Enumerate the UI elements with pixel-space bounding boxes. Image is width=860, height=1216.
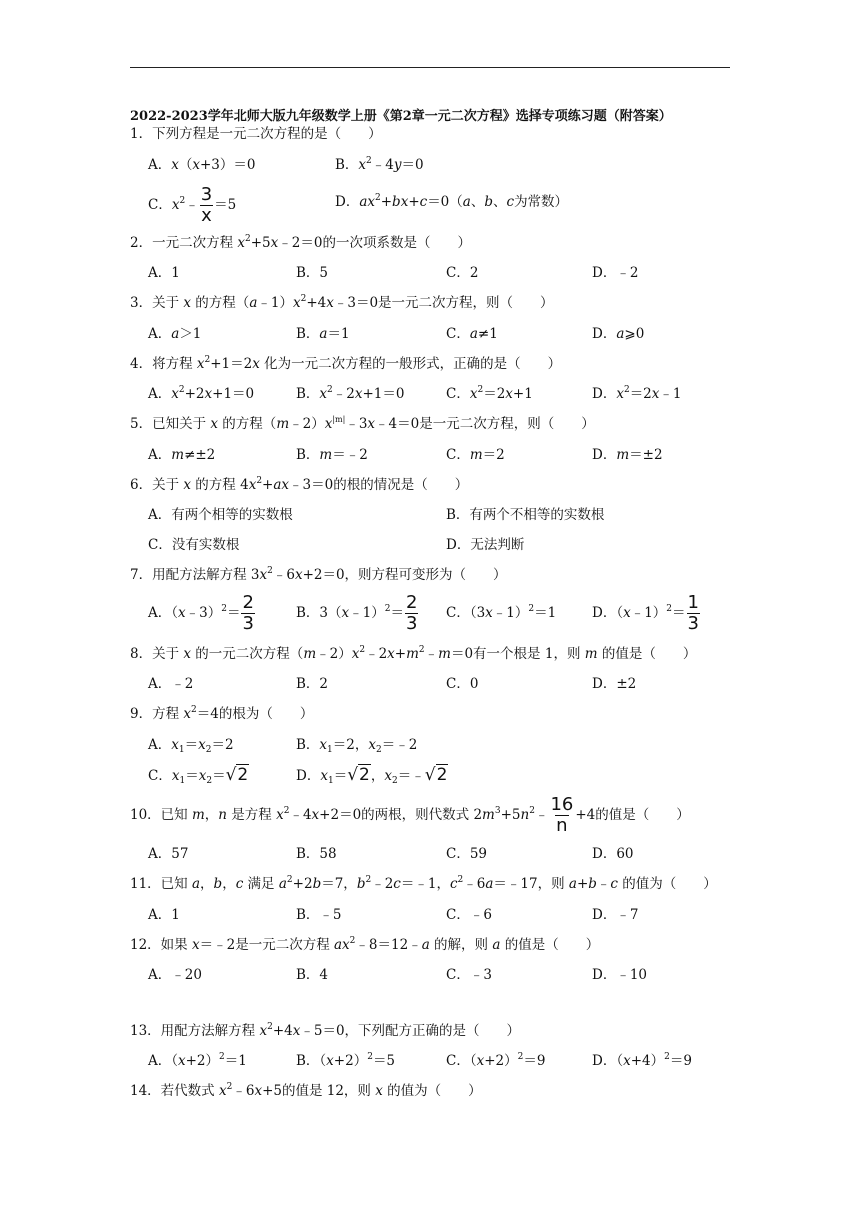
q7-option-a: A．（x﹣3）$^2$＝ $\frac{2}{3}$	[148, 592, 254, 634]
q2-option-a: A．1	[148, 265, 180, 281]
q12-option-b: B．4	[296, 967, 329, 983]
q4-option-c: C．$x^2=2x+1$	[446, 385, 533, 402]
q3-option-c: C．a≠1	[446, 326, 498, 342]
q7-option-d: D．（x﹣1）$^2$＝ $\frac{1}{3}$	[592, 592, 699, 634]
q2-option-b: B．5	[296, 265, 329, 281]
q2-option-c: C．2	[446, 265, 479, 281]
question-6: 6．关于 x 的方程 $4x^2+ax﹣3=0$的根的情况是（ ）	[130, 476, 469, 493]
q8-option-b: B．2	[296, 676, 329, 692]
sqrt-symbol: √2	[225, 765, 249, 785]
q2-option-d: D．﹣2	[592, 265, 639, 281]
q11-option-b: B．﹣5	[296, 907, 342, 923]
question-2: 2．一元二次方程 $x^2+5x﹣2=0$的一次项系数是（ ）	[130, 234, 471, 251]
question-1: 1．下列方程是一元二次方程的是（ ）	[130, 126, 382, 142]
question-7: 7．用配方法解方程 $3x^2﹣6x+2=0$，则方程可变形为（ ）	[130, 566, 507, 583]
q10-option-a: A．57	[148, 846, 189, 862]
q8-option-d: D．±2	[592, 676, 637, 692]
q13-option-d: D．$(x+4)^2=9$	[592, 1052, 692, 1069]
question-12: 12．如果 x＝﹣2是一元二次方程 $ax^2﹣8=12﹣a$ 的解，则 a 的值是（ ）	[130, 936, 600, 953]
q3-option-d: D．a⩾0	[592, 326, 645, 342]
q5-option-d: D．m＝±2	[592, 447, 663, 463]
q12-option-a: A．﹣20	[148, 967, 202, 983]
question-4: 4．将方程 $x^2+1=2x$ 化为一元二次方程的一般形式，正确的是（ ）	[130, 355, 562, 372]
q11-option-c: C．﹣6	[446, 907, 492, 923]
q10-option-b: B．58	[296, 846, 337, 862]
q13-option-b: B．$(x+2)^2=5$	[296, 1052, 396, 1069]
q6-option-a: A．有两个相等的实数根	[148, 507, 293, 523]
question-13: 13．用配方法解方程 $x^2+4x﹣5=0$，下列配方正确的是（ ）	[130, 1022, 521, 1039]
q6-option-b: B．有两个不相等的实数根	[446, 507, 605, 523]
q9-option-c: C．$x_1=x_2=√2$	[148, 765, 249, 786]
question-5: 5．已知关于 x 的方程$(m﹣2)x^{|m|}﹣3x﹣4=0$是一元二次方程，则（ ）	[130, 415, 595, 432]
q4-option-b: B．$x^2﹣2x+1=0$	[296, 385, 405, 402]
q11-option-a: A．1	[148, 907, 180, 923]
q7-option-b: B．3（x﹣1）$^2$＝ $\frac{2}{3}$	[296, 592, 418, 634]
q8-option-a: A．﹣2	[148, 676, 194, 692]
header-rule	[130, 67, 730, 68]
q9-option-a: A．$x_1=x_2=2$	[148, 737, 234, 755]
q1-option-a: A．x（x+3）＝0	[148, 157, 256, 173]
q11-option-d: D．﹣7	[592, 907, 639, 923]
q10-option-c: C．59	[446, 846, 488, 862]
question-8: 8．关于 x 的一元二次方程$(m﹣2)x^2﹣2x+m^2﹣m=0$有一个根是 1，则 m 的值是（ ）	[130, 645, 697, 662]
q6-option-d: D．无法判断	[446, 537, 525, 553]
q1-option-d: D．$ax^2+bx+c=0(a$、b、c为常数）	[335, 193, 569, 210]
question-14: 14．若代数式 $x^2﹣6x+5$的值是 12，则 x 的值为（ ）	[130, 1082, 482, 1099]
q3-option-a: A．a＞1	[148, 326, 202, 342]
q4-option-a: A．$x^2+2x+1=0$	[148, 385, 255, 402]
q8-option-c: C．0	[446, 676, 479, 692]
q12-option-c: C．﹣3	[446, 967, 492, 983]
q6-option-c: C．没有实数根	[148, 537, 240, 553]
q4-option-d: D．$x^2=2x﹣1$	[592, 385, 682, 402]
question-10: 10．已知 m，n 是方程 $x^2﹣4x+2=0$的两根，则代数式 $2m^3+5n^2﹣$ $\frac{16}{n}$ +4的值是（ ）	[130, 794, 690, 836]
q1-option-b: B．$x^2﹣4y=0$	[335, 156, 424, 173]
q9-option-d: D．$x_1=√2$，$x_2=﹣√2$	[296, 765, 448, 786]
q1-option-c: C．$x^2﹣$ $\frac{3}{x}$ ＝5	[148, 184, 237, 226]
question-3: 3．关于 x 的方程$(a﹣1)x^2+4x﹣3=0$是一元二次方程，则（ ）	[130, 294, 554, 311]
q3-option-b: B．a＝1	[296, 326, 350, 342]
q13-option-a: A．$(x+2)^2=1$	[148, 1052, 247, 1069]
question-9: 9．方程 $x^2=4$的根为（ ）	[130, 705, 314, 722]
q13-option-c: C．$(x+2)^2=9$	[446, 1052, 546, 1069]
q5-option-a: A．m≠±2	[148, 447, 216, 463]
q10-option-d: D．60	[592, 846, 634, 862]
q12-option-d: D．﹣10	[592, 967, 648, 983]
question-11: 11．已知 a，b，c 满足 $a^2+2b=7$，$b^2﹣2c=﹣1$，$c^2﹣6a=﹣17$，则 a+b﹣c 的值为（ ）	[130, 875, 717, 892]
q7-option-c: C．（3x﹣1）$^2$＝1	[446, 604, 557, 621]
sqrt-symbol: √2	[424, 765, 448, 785]
sqrt-symbol: √2	[347, 765, 370, 785]
worksheet-title: 2022-2023学年北师大版九年级数学上册《第2章一元二次方程》选择专项练习题（附答案）	[130, 109, 672, 124]
q5-option-c: C．m＝2	[446, 447, 505, 463]
q9-option-b: B．$x_1=2$，$x_2=﹣2$	[296, 737, 418, 755]
q5-option-b: B．m＝﹣2	[296, 447, 368, 463]
